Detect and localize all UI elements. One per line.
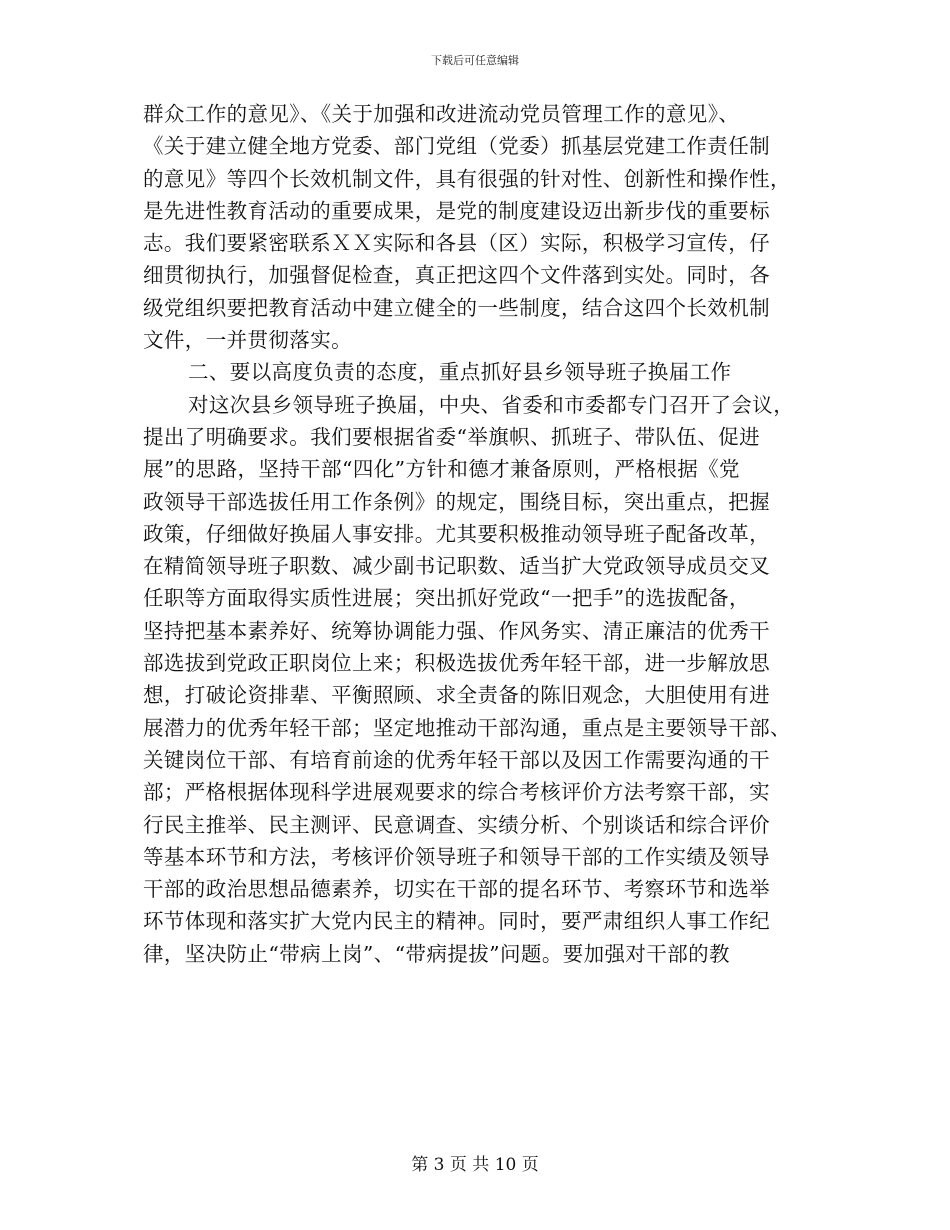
text-line: 政领导干部选拔任用工作条例》的规定，围绕目标，突出重点，把握 (143, 489, 770, 514)
text-line: 细贯彻执行，加强督促检查，真正把这四个文件落到实处。同时，各 (143, 263, 770, 288)
text-line: 是先进性教育活动的重要成果，是党的制度建设迈出新步伐的重要标 (143, 198, 770, 223)
text-line: 群众工作的意见》、《关于加强和改进流动党员管理工作的意见》、 (143, 102, 740, 126)
text-line: 干部的政治思想品德素养，切实在干部的提名环节、考察环节和选举 (143, 877, 770, 902)
text-line: 等基本环节和方法，考核评价领导班子和领导干部的工作实绩及领导 (143, 844, 770, 869)
text-line: 关键岗位干部、有培育前途的优秀年轻干部以及因工作需要沟通的干 (143, 747, 770, 772)
page-header-note: 下载后可任意编辑 (431, 54, 519, 67)
text-line: 展潜力的优秀年轻干部；坚定地推动干部沟通，重点是主要领导干部、 (143, 715, 791, 740)
text-line: 文件，一并贯彻落实。 (143, 328, 352, 353)
text-line: 任职等方面取得实质性进展；突出抓好党政“一把手”的选拔配备， (143, 586, 750, 611)
text-line: 提出了明确要求。我们要根据省委“举旗帜、抓班子、带队伍、促进 (143, 424, 760, 449)
document-body (143, 98, 815, 970)
text-line: 对这次县乡领导班子换届，中央、省委和市委都专门召开了会议， (188, 392, 795, 417)
page-number-footer: 第 3 页 共 10 页 (411, 1155, 539, 1175)
text-line: 的意见》等四个长效机制文件，具有很强的针对性、创新性和操作性， (143, 166, 791, 191)
text-line: 志。我们要紧密联系ＸＸ实际和各县（区）实际，积极学习宣传，仔 (143, 231, 770, 256)
text-line: 环节体现和落实扩大党内民主的精神。同时，要严肃组织人事工作纪 (143, 909, 770, 934)
text-line: 在精简领导班子职数、减少副书记职数、适当扩大党政领导成员交叉 (143, 554, 770, 579)
text-line: 坚持把基本素养好、统筹协调能力强、作风务实、清正廉洁的优秀干 (143, 618, 770, 643)
text-line: 律，坚决防止“带病上岗”、“带病提拔”问题。要加强对干部的教 (143, 941, 730, 966)
text-line: 展”的思路，坚持干部“四化”方针和德才兼备原则，严格根据《党 (143, 457, 740, 482)
text-line: 级党组织要把教育活动中建立健全的一些制度，结合这四个长效机制 (143, 295, 770, 320)
text-line: 想，打破论资排辈、平衡照顾、求全责备的陈旧观念，大胆使用有进 (143, 683, 770, 708)
text-line: 《关于建立健全地方党委、部门党组（党委）抓基层党建工作责任制 (143, 134, 770, 159)
text-line: 政策，仔细做好换届人事安排。尤其要积极推动领导班子配备改革， (143, 521, 770, 546)
text-line: 部；严格根据体现科学进展观要求的综合考核评价方法考察干部，实 (143, 780, 770, 805)
section-heading: 二、要以高度负责的态度，重点抓好县乡领导班子换届工作 (188, 360, 732, 385)
text-line: 部选拔到党政正职岗位上来；积极选拔优秀年轻干部，进一步解放思 (143, 651, 770, 676)
text-line: 行民主推举、民主测评、民意调查、实绩分析、个别谈话和综合评价 (143, 812, 770, 837)
